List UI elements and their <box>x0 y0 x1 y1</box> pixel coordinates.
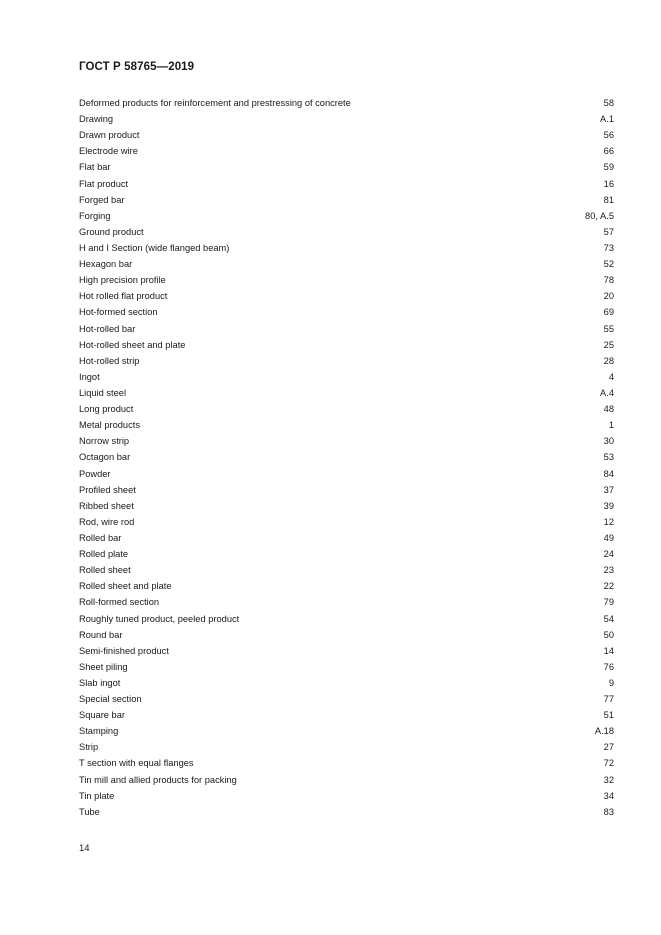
index-entry <box>79 562 614 578</box>
index-entry <box>79 176 614 192</box>
index-entry <box>79 691 614 707</box>
index-reference: 57 <box>603 226 614 237</box>
index-entry <box>79 594 614 610</box>
index-term: Forged bar <box>79 194 125 205</box>
index-entry <box>79 707 614 723</box>
index-entry <box>79 288 614 304</box>
index-reference: 76 <box>603 661 614 672</box>
index-reference: 14 <box>603 645 614 656</box>
index-reference: 24 <box>603 549 614 560</box>
index-entry <box>79 159 614 175</box>
index-entry <box>79 788 614 804</box>
index-entry <box>79 369 614 385</box>
index-term: Rolled plate <box>79 549 129 560</box>
index-reference: 69 <box>603 307 614 318</box>
index-term: Sheet piling <box>79 661 128 672</box>
index-reference: 79 <box>603 597 614 608</box>
index-entry <box>79 530 614 546</box>
index-entry <box>79 192 614 208</box>
index-reference: 4 <box>608 371 614 382</box>
index-entry <box>79 401 614 417</box>
index-entry <box>79 723 614 739</box>
index-term: Deformed products for reinforcement and prestressing of concrete <box>79 98 351 108</box>
index-term: Electrode wire <box>79 146 138 157</box>
index-entry <box>79 449 614 465</box>
index-term: Hot-rolled sheet and plate <box>79 339 186 350</box>
index-reference: 66 <box>603 146 614 157</box>
index-entry <box>79 337 614 353</box>
index-term: Rod, wire rod <box>79 516 135 527</box>
index-term: Hot-rolled strip <box>79 355 140 366</box>
index-entry <box>79 755 614 771</box>
index-reference: 16 <box>603 178 614 189</box>
index-term: Ingot <box>79 371 100 382</box>
index-entry <box>79 353 614 369</box>
index-entry <box>79 546 614 562</box>
index-entry <box>79 127 614 143</box>
index-reference: A.1 <box>600 114 614 125</box>
index-reference: 49 <box>603 532 614 543</box>
index-reference: A.4 <box>600 387 614 398</box>
index-term: Flat product <box>79 178 129 189</box>
index-reference: 52 <box>603 259 614 270</box>
index-reference: 12 <box>603 516 614 527</box>
index-reference: 73 <box>603 242 614 253</box>
index-entry <box>79 208 614 224</box>
index-term: Rolled sheet <box>79 565 131 576</box>
index-term: Powder <box>79 468 111 479</box>
index-reference: 28 <box>603 355 614 366</box>
index-term: H and I Section (wide flanged beam) <box>79 242 230 253</box>
index-entry <box>79 643 614 659</box>
index-term: Rolled bar <box>79 532 122 543</box>
index-term: Roll-formed section <box>79 597 160 608</box>
index-term: High precision profile <box>79 275 166 286</box>
index-term: Tin plate <box>79 790 115 801</box>
index-reference: 9 <box>608 677 614 688</box>
index-reference: 78 <box>603 275 614 286</box>
index-reference: 39 <box>603 500 614 511</box>
index-reference: 77 <box>603 694 614 705</box>
index-reference: 23 <box>603 565 614 576</box>
index-term: Forging <box>79 210 111 221</box>
index-term: Roughly tuned product, peeled product <box>79 613 240 624</box>
page-number: 14 <box>79 843 90 854</box>
index-reference: 48 <box>603 404 614 415</box>
index-term: Ribbed sheet <box>79 500 134 511</box>
index-reference: 1 <box>608 420 614 431</box>
index-term: Round bar <box>79 629 123 640</box>
index-term: Flat bar <box>79 162 111 173</box>
index-entry <box>79 514 614 530</box>
index-term: Long product <box>79 404 134 415</box>
index-term: Drawing <box>79 114 114 125</box>
index-term: Hot-formed section <box>79 307 158 318</box>
index-term: Tin mill and allied products for packing <box>79 774 237 785</box>
index-term: T section with equal flanges <box>79 758 194 769</box>
index-reference: 81 <box>603 194 614 205</box>
index-term: Liquid steel <box>79 387 127 398</box>
index-entry <box>79 304 614 320</box>
index-reference: 83 <box>603 806 614 817</box>
index-entry <box>79 578 614 594</box>
index-term: Norrow strip <box>79 436 130 447</box>
index-term: Ground product <box>79 226 144 237</box>
document-header: ГОСТ Р 58765—2019 <box>79 61 195 73</box>
index-reference: 37 <box>603 484 614 495</box>
index-entry <box>79 95 614 111</box>
index-reference: 55 <box>603 323 614 334</box>
index-reference: 53 <box>603 452 614 463</box>
index-term: Drawn product <box>79 130 140 141</box>
index-entry <box>79 417 614 433</box>
index-term: Hexagon bar <box>79 259 133 270</box>
index-reference: 80, A.5 <box>585 210 614 221</box>
index-entry <box>79 772 614 788</box>
index-entry <box>79 611 614 627</box>
index-term: Tube <box>79 806 100 817</box>
index-reference: 84 <box>603 468 614 479</box>
index-reference: 25 <box>603 339 614 350</box>
index-entry <box>79 272 614 288</box>
index-term: Special section <box>79 694 142 705</box>
index-reference: 58 <box>603 98 614 108</box>
index-entry <box>79 224 614 240</box>
index-reference: 32 <box>603 774 614 785</box>
index-term: Square bar <box>79 710 125 721</box>
index-reference: 30 <box>603 436 614 447</box>
index-list <box>79 95 614 820</box>
index-term: Strip <box>79 742 99 753</box>
index-entry <box>79 482 614 498</box>
index-reference: 20 <box>603 291 614 302</box>
index-reference: 54 <box>603 613 614 624</box>
index-term: Stamping <box>79 726 119 737</box>
index-entry <box>79 804 614 820</box>
index-reference: 72 <box>603 758 614 769</box>
index-entry <box>79 433 614 449</box>
index-entry <box>79 321 614 337</box>
index-reference: 27 <box>603 742 614 753</box>
index-entry <box>79 659 614 675</box>
index-term: Octagon bar <box>79 452 131 463</box>
index-term: Slab ingot <box>79 677 121 688</box>
index-term: Metal products <box>79 420 140 431</box>
index-entry <box>79 143 614 159</box>
index-reference: 51 <box>603 710 614 721</box>
index-term: Rolled sheet and plate <box>79 581 172 592</box>
index-reference: 56 <box>603 130 614 141</box>
index-entry <box>79 111 614 127</box>
index-reference: 59 <box>603 162 614 173</box>
index-term: Profiled sheet <box>79 484 136 495</box>
index-term: Hot rolled flat product <box>79 291 168 302</box>
index-reference: A.18 <box>594 726 614 737</box>
index-reference: 34 <box>603 790 614 801</box>
index-entry <box>79 739 614 755</box>
index-reference: 22 <box>603 581 614 592</box>
index-term: Hot-rolled bar <box>79 323 136 334</box>
index-entry <box>79 256 614 272</box>
index-entry <box>79 675 614 691</box>
index-entry <box>79 627 614 643</box>
index-entry <box>79 385 614 401</box>
index-entry <box>79 466 614 482</box>
index-term: Semi-finished product <box>79 645 169 656</box>
index-entry <box>79 240 614 256</box>
index-entry <box>79 498 614 514</box>
index-reference: 50 <box>603 629 614 640</box>
